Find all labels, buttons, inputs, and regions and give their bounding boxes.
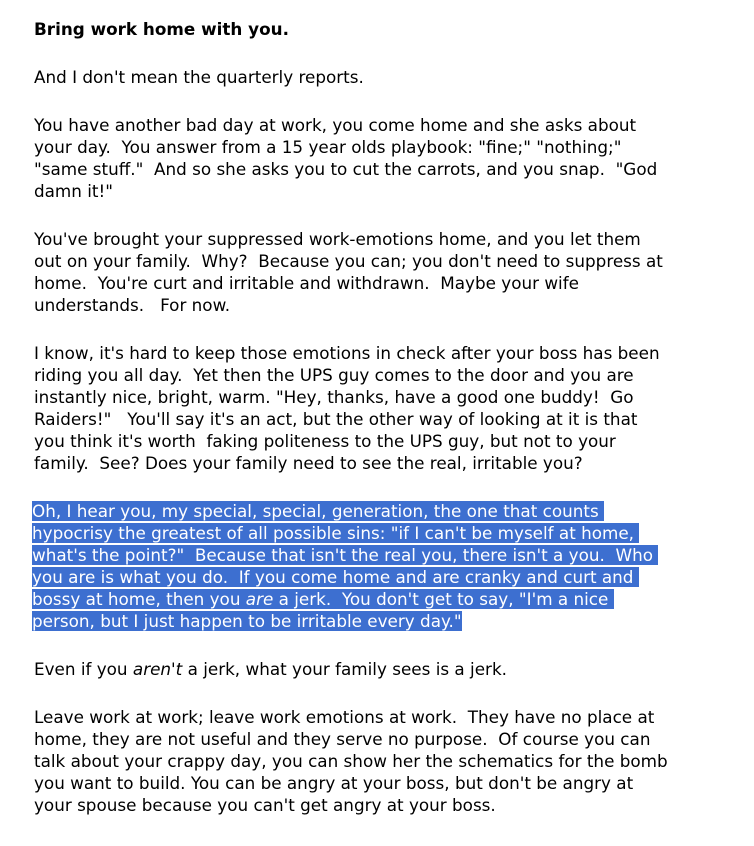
article-title: Bring work home with you.	[34, 19, 289, 39]
selected-paragraph[interactable]	[32, 500, 724, 632]
paragraph-2	[34, 114, 724, 202]
paragraph-1	[34, 66, 724, 88]
text-line: talk about your crappy day, you can show her the schematics for the bomb	[34, 751, 668, 771]
text-line: You've brought your suppressed work-emotions home, and you let them	[34, 229, 641, 249]
paragraph-6	[34, 658, 724, 680]
emphasis-text: are	[245, 589, 274, 609]
text-line: your day. You answer from a 15 year olds playbook: "fine;" "nothing;"	[34, 137, 622, 157]
selected-text: what's the point?" Because that isn't the real you, there isn't a you. Who	[32, 545, 659, 565]
selected-text: bossy at home, then you	[32, 589, 246, 609]
text-line: understands. For now.	[34, 295, 231, 315]
selected-text: you are is what you do. If you come home and are cranky and curt and	[32, 567, 639, 587]
text-line	[32, 522, 724, 544]
paragraph-3	[34, 228, 724, 316]
text-line: your spouse because you can't get angry at your boss.	[34, 795, 496, 815]
text-line: And I don't mean the quarterly reports.	[34, 67, 364, 87]
text-line	[32, 566, 724, 588]
text-line: home, they are not useful and they serve no purpose. Of course you can	[34, 729, 651, 749]
text-line: damn it!"	[34, 181, 113, 201]
text-line: home. You're curt and irritable and withdrawn. Maybe your wife	[34, 273, 579, 293]
text-line: I know, it's hard to keep those emotions in check after your boss has been	[34, 343, 660, 363]
paragraph-4	[34, 342, 724, 474]
selected-text: person, but I just happen to be irritable every day."	[32, 611, 462, 631]
text-line: family. See? Does your family need to see the real, irritable you?	[34, 453, 583, 473]
text-line: out on your family. Why? Because you can; you don't need to suppress at	[34, 251, 663, 271]
text-line	[32, 500, 724, 522]
selected-text: hypocrisy the greatest of all possible sins: "if I can't be myself at home,	[32, 523, 640, 543]
text-line: you want to build. You can be angry at your boss, but don't be angry at	[34, 773, 634, 793]
text-line: instantly nice, bright, warm. "Hey, thanks, have a good one buddy! Go	[34, 387, 634, 407]
text-line	[32, 544, 724, 566]
text-line: Leave work at work; leave work emotions at work. They have no place at	[34, 707, 655, 727]
text-line	[32, 610, 724, 632]
text-line	[32, 588, 724, 610]
text-line: riding you all day. Yet then the UPS guy comes to the door and you are	[34, 365, 634, 385]
article	[34, 18, 724, 842]
text-line: you think it's worth faking politeness to the UPS guy, but not to your	[34, 431, 616, 451]
text-line: Raiders!" You'll say it's an act, but the other way of looking at it is that	[34, 409, 638, 429]
text-line: "same stuff." And so she asks you to cut the carrots, and you snap. "God	[34, 159, 658, 179]
selected-text: a jerk. You don't get to say, "I'm a nice	[273, 589, 614, 609]
selected-text: Oh, I hear you, my special, special, generation, the one that counts	[32, 501, 605, 521]
text-line: You have another bad day at work, you come home and she asks about	[34, 115, 637, 135]
emphasis-text: aren't	[132, 659, 183, 679]
text-line: Even if you aren't a jerk, what your family sees is a jerk.	[34, 659, 507, 679]
paragraph-7	[34, 706, 724, 816]
